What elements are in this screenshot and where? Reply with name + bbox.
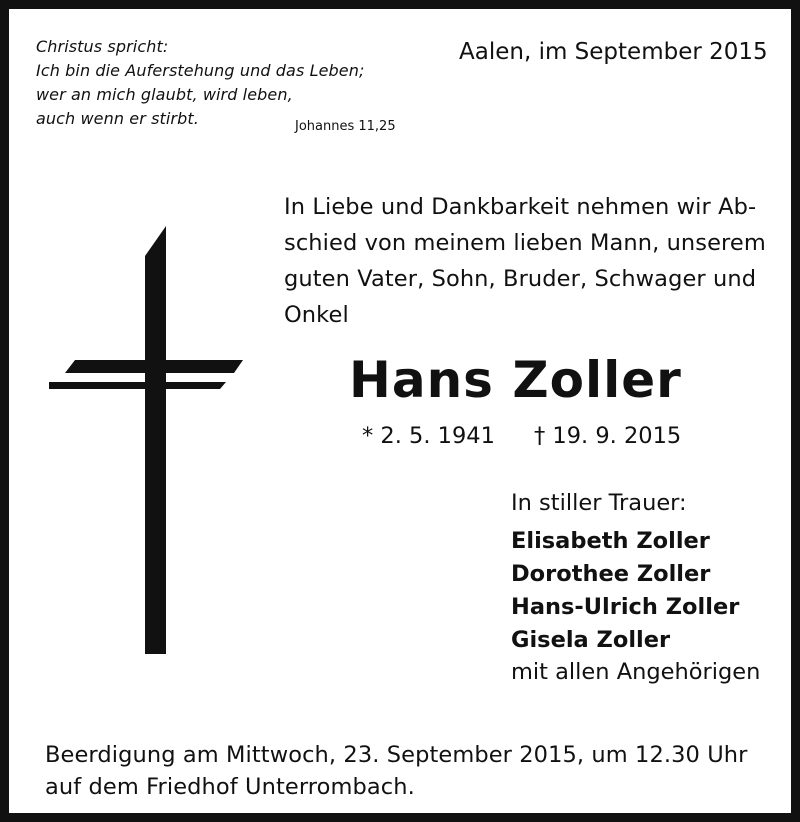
intro-line: Onkel [284,302,349,328]
cross-icon [49,223,249,659]
intro-text [284,189,766,333]
verse-line: wer an mich glaubt, wird leben, [36,85,293,104]
death-date: † 19. 9. 2015 [534,423,682,449]
mourner-name: Hans-Ulrich Zoller [511,594,740,620]
deceased-name: Hans Zoller [349,351,682,409]
mourner-list [511,525,739,657]
verse-line: Ich bin die Auferstehung und das Leben; [36,61,365,80]
mourner-name: Gisela Zoller [511,627,671,653]
relatives-line: mit allen Angehörigen [511,659,761,685]
mourner-name: Dorothee Zoller [511,561,711,587]
intro-line: schied von meinem lieben Mann, unserem [284,230,766,256]
funeral-line: auf dem Friedhof Unterrombach. [45,774,415,800]
place-date: Aalen, im September 2015 [459,39,768,65]
verse-line: auch wenn er stirbt. [36,109,199,128]
funeral-notice [45,739,748,803]
intro-line: In Liebe und Dankbarkeit nehmen wir Ab- [284,194,757,220]
verse-reference: Johannes 11,25 [295,119,396,134]
funeral-line: Beerdigung am Mittwoch, 23. September 2015, um 12.30 Uhr [45,742,748,768]
birth-date: * 2. 5. 1941 [362,423,495,449]
intro-line: guten Vater, Sohn, Bruder, Schwager und [284,266,757,292]
mourner-name: Elisabeth Zoller [511,528,710,554]
mourning-label: In stiller Trauer: [511,490,687,516]
bible-verse [36,35,364,131]
verse-line: Christus spricht: [36,37,169,56]
